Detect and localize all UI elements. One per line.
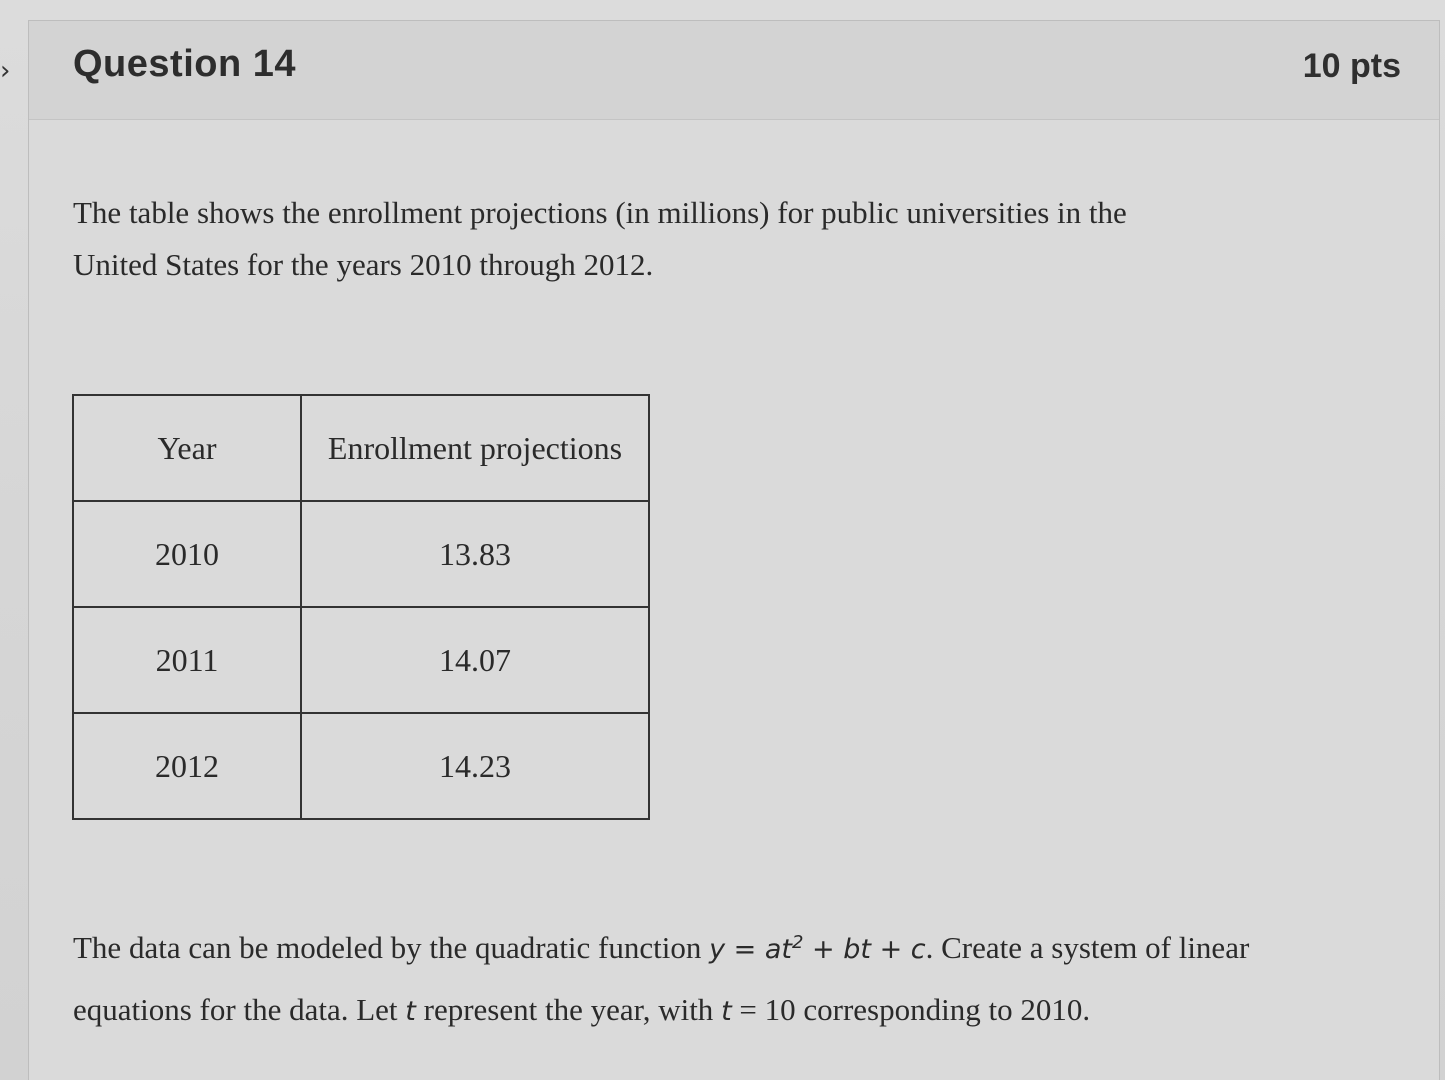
intro-line-2: United States for the years 2010 through 2012. [73, 247, 654, 282]
equation-mid: = at [725, 934, 793, 965]
table-row [73, 713, 649, 819]
header-enrollment: Enrollment projections [301, 395, 649, 501]
question-model-text [73, 913, 1413, 1042]
variable-t: t [405, 996, 416, 1027]
table-row [73, 501, 649, 607]
enrollment-table [72, 394, 650, 820]
cell-year: 2012 [73, 713, 301, 819]
table-header-row [73, 395, 649, 501]
line2-eq: = 10 [731, 992, 796, 1027]
model-equation [709, 934, 926, 965]
model-line-1 [73, 913, 1413, 980]
variable-t-2: t [721, 996, 732, 1027]
cell-enrollment: 14.07 [301, 607, 649, 713]
line2-mid: represent the year, with [415, 992, 722, 1027]
line2-after: corresponding to 2010. [795, 992, 1091, 1027]
question-title: Question 14 [73, 43, 296, 85]
table-row [73, 607, 649, 713]
equation-rest: + bt + c [803, 934, 926, 965]
cell-year: 2010 [73, 501, 301, 607]
question-card [28, 20, 1440, 1080]
cell-enrollment: 13.83 [301, 501, 649, 607]
question-intro [73, 187, 1323, 291]
model-text-after: . Create a system of linear [925, 930, 1250, 965]
model-line-2 [73, 980, 1413, 1042]
question-header [29, 21, 1439, 120]
chevron-right-icon[interactable]: › [0, 56, 11, 86]
cell-year: 2011 [73, 607, 301, 713]
header-year: Year [73, 395, 301, 501]
equation-exponent: 2 [792, 932, 804, 953]
line2-before: equations for the data. Let [73, 992, 406, 1027]
intro-line-1: The table shows the enrollment projections (in millions) for public universities in the [73, 195, 1127, 230]
cell-enrollment: 14.23 [301, 713, 649, 819]
equation-lhs: y [709, 934, 726, 965]
model-text-before: The data can be modeled by the quadratic function [73, 930, 710, 965]
question-points: 10 pts [1302, 47, 1401, 85]
